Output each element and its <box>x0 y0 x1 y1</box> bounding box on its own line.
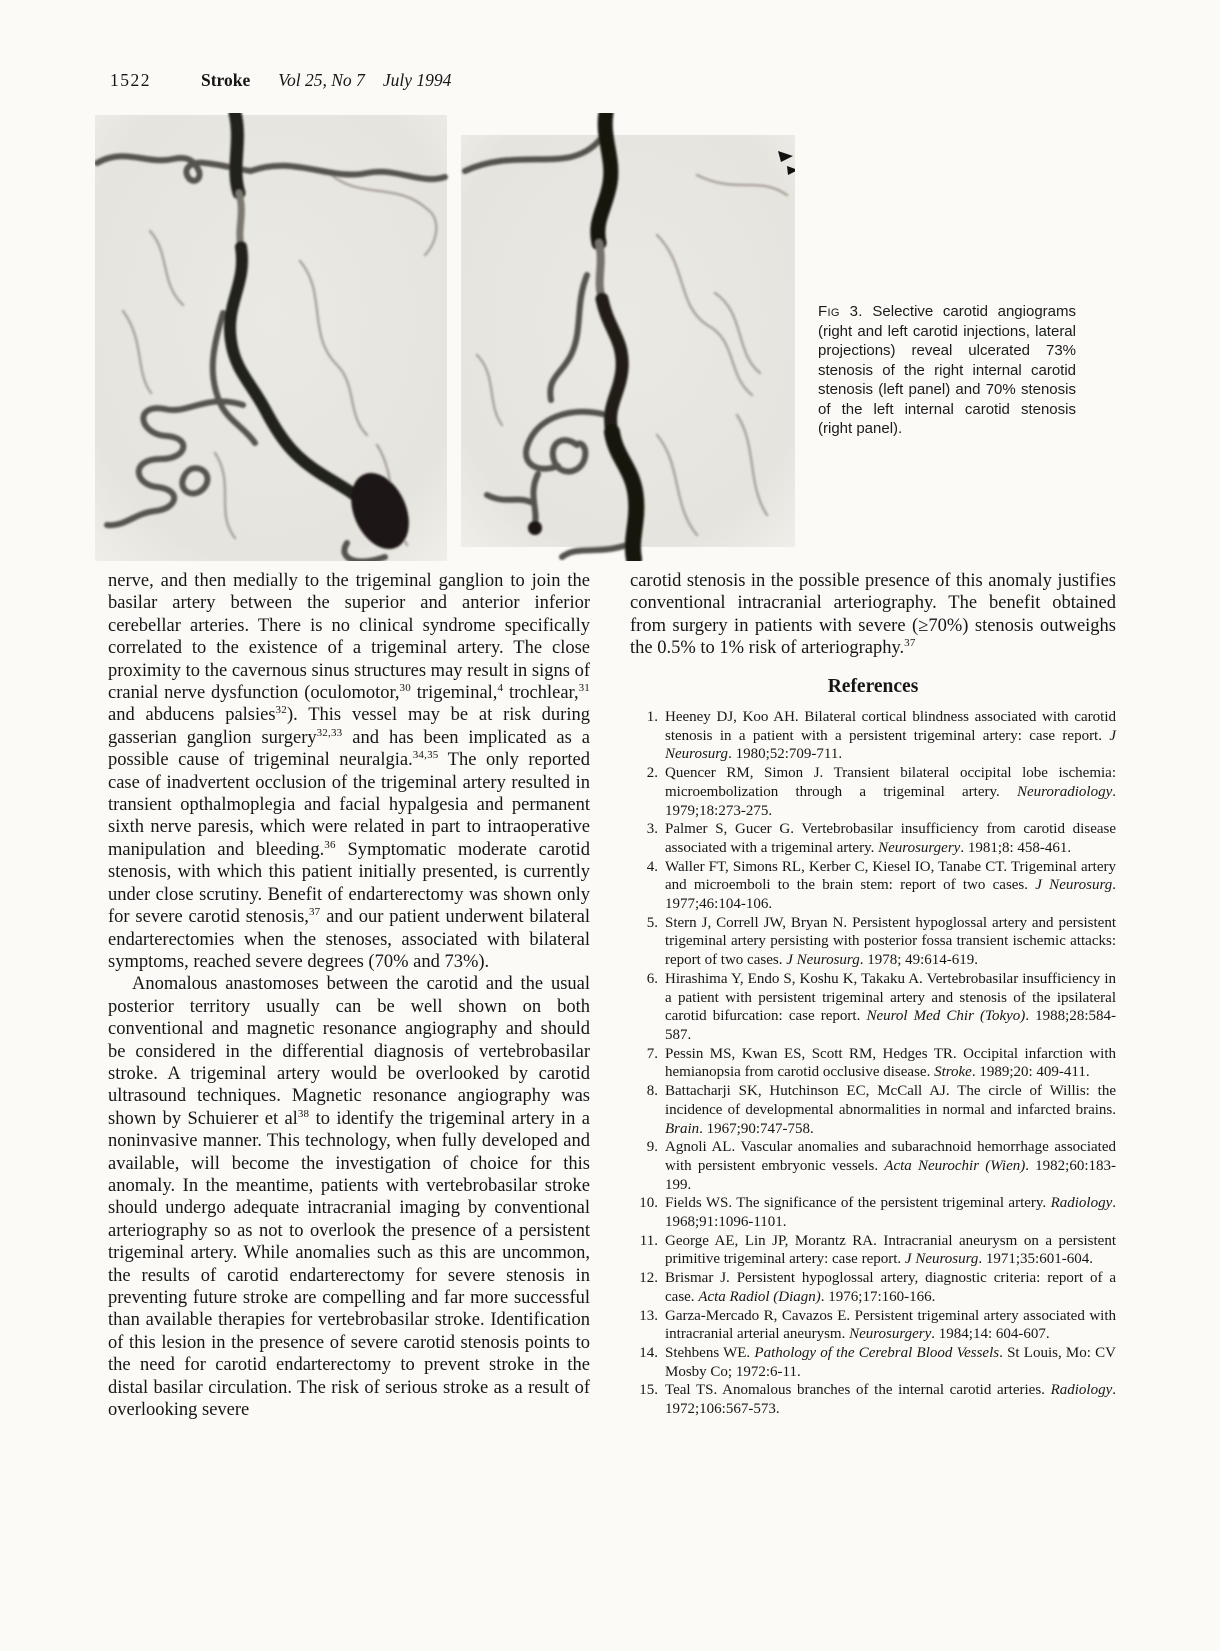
reference-number: 9. <box>646 1139 658 1156</box>
reference-number: 5. <box>646 914 658 931</box>
reference-text: Fields WS. The significance of the persistent trigeminal artery. Radiology. 1968;91:1096-1101. <box>665 1195 1116 1231</box>
reference-item <box>630 858 1116 914</box>
reference-text: Palmer S, Gucer G. Vertebrobasilar insufficiency from carotid disease associated with a trigeminal artery. Neurosurgery. 1981;8: 458-461. <box>665 821 1116 856</box>
figure-3-angiograms <box>95 113 795 561</box>
reference-number: 11. <box>639 1232 658 1249</box>
reference-text: Garza-Mercado R, Cavazos E. Persistent trigeminal artery associated with intracranial arterial aneurysm. Neurosurgery. 1984;14: 604-607. <box>665 1307 1116 1343</box>
volume-info: Vol 25, No 7 <box>278 70 365 90</box>
reference-number: 1. <box>646 709 658 726</box>
figure-caption: Fig 3. Selective carotid angiograms (right and left carotid injections, lateral projections) reveal ulcerated 73% stenosis of the right internal carotid stenosis (left panel) and 70% stenosis of the left internal carotid stenosis (right panel). <box>818 303 1076 437</box>
reference-number: 8. <box>646 1083 658 1100</box>
reference-text: Pessin MS, Kwan ES, Scott RM, Hedges TR. Occipital infarction with hemianopsia from carotid occlusive disease. Stroke. 1989;20: 409-411. <box>665 1045 1116 1081</box>
reference-text: Hirashima Y, Endo S, Koshu K, Takaku A. Vertebrobasilar insufficiency in a patient with persistent trigeminal artery and stenosis of the ipsilateral carotid bifurcation: case report. Neurol Med Chir (Tokyo). 1988;28:584-587. <box>665 970 1116 1043</box>
right-column <box>630 570 1116 1419</box>
reference-text: Teal TS. Anomalous branches of the internal carotid arteries. Radiology. 1972;106:567-573. <box>665 1382 1116 1418</box>
reference-item <box>630 914 1116 970</box>
references-list <box>630 708 1116 1419</box>
reference-item <box>630 764 1116 820</box>
reference-item <box>630 1045 1116 1082</box>
reference-text: Quencer RM, Simon J. Transient bilateral occipital lobe ischemia: microembolization through a trigeminal artery. Neuroradiology. 1979;18:273-275. <box>665 765 1116 819</box>
reference-text: George AE, Lin JP, Morantz RA. Intracranial aneurysm on a persistent primitive trigeminal artery: case report. J Neurosurg. 1971;35:601-604. <box>665 1232 1116 1268</box>
reference-text: Stern J, Correll JW, Bryan N. Persistent hypoglossal artery and persistent trigeminal artery persisting with posterior fossa transient ischemic attacks: report of two cases. J Neurosurg. 1978; 49:614-619. <box>665 914 1116 969</box>
page-number: 1522 <box>110 70 151 90</box>
reference-text: Waller FT, Simons RL, Kerber C, Kiesel IO, Tanabe CT. Trigeminal artery and microemboli to the brain stem: report of two cases. J Neurosurg. 1977;46:104-106. <box>665 858 1116 913</box>
running-head <box>110 70 451 91</box>
reference-number: 4. <box>646 858 658 875</box>
references-heading: References <box>827 675 919 697</box>
reference-number: 10. <box>639 1195 658 1212</box>
issue-date: July 1994 <box>382 70 452 90</box>
reference-number: 15. <box>639 1382 658 1399</box>
reference-item <box>630 1232 1116 1269</box>
reference-text: Agnoli AL. Vascular anomalies and subarachnoid hemorrhage associated with persistent embryonic vessels. Acta Neurochir (Wien). 1982;60:183-199. <box>665 1139 1116 1193</box>
reference-item <box>630 1082 1116 1138</box>
reference-item <box>630 1344 1116 1381</box>
body-paragraph: carotid stenosis in the possible presence of this anomaly justifies conventional intracranial arteriography. The benefit obtained from surgery in patients with severe (≥70%) stenosis outweighs the 0.5% to 1% risk of arteriography.$^{37}$ <box>630 571 1116 659</box>
reference-item <box>630 1269 1116 1306</box>
reference-text: Brismar J. Persistent hypoglossal artery, diagnostic criteria: report of a case. Acta Radiol (Diagn). 1976;17:160-166. <box>665 1270 1116 1305</box>
reference-number: 7. <box>646 1045 658 1062</box>
reference-item <box>630 1307 1116 1344</box>
reference-item <box>630 820 1116 857</box>
reference-text: Heeney DJ, Koo AH. Bilateral cortical blindness associated with carotid stenosis in a patient with a persistent trigeminal artery: case report. J Neurosurg. 1980;52:709-711. <box>665 709 1116 763</box>
reference-text: Battacharji SK, Hutchinson EC, McCall AJ. The circle of Willis: the incidence of developmental abnormalities in normal and infarcted brains. Brain. 1967;90:747-758. <box>665 1083 1116 1137</box>
reference-text: Stehbens WE. Pathology of the Cerebral Blood Vessels. St Louis, Mo: CV Mosby Co; 1972:6-11. <box>665 1344 1116 1380</box>
reference-number: 14. <box>639 1344 658 1361</box>
reference-item <box>630 1381 1116 1418</box>
reference-number: 3. <box>646 821 658 838</box>
angiogram-image <box>95 113 795 561</box>
journal-name: Stroke <box>201 70 251 90</box>
body-paragraph: nerve, and then medially to the trigeminal ganglion to join the basilar artery between the superior and anterior inferior cerebellar arteries. There is no clinical syndrome specifically correlated to the existence of a trigeminal artery. The close proximity to the cavernous sinus structures may result in signs of cranial nerve dysfunction (oculomotor,$^{30}$ trigeminal,$^4$ trochlear,$^{31}$ and abducens palsies$^{32}$). This vessel may be at risk during gasserian ganglion surgery$^{32,33}$ and has been implicated as a possible cause of trigeminal neuralgia.$^{34,35}$ The only reported case of inadvertent occlusion of the trigeminal artery resulted in transient opthalmoplegia and facial hypalgesia and permanent sixth nerve paresis, which were related in part to intraoperative manipulation and bleeding.$^{36}$ Symptomatic moderate carotid stenosis, with which this patient initially presented, is currently under close scrutiny. Benefit of endarterectomy was shown only for severe carotid stenosis,$^{37}$ and our patient underwent bilateral endarterectomies when the stenoses, associated with bilateral symptoms, reached severe degrees (70% and 73%). <box>108 571 590 972</box>
reference-item <box>630 1138 1116 1194</box>
reference-number: 6. <box>646 970 658 987</box>
left-column <box>108 570 590 1421</box>
reference-number: 12. <box>639 1270 658 1287</box>
reference-number: 2. <box>646 765 658 782</box>
body-paragraph: Anomalous anastomoses between the carotid and the usual posterior territory usually can be well shown on both conventional and magnetic resonance angiography and should be considered in the differential diagnosis of vertebrobasilar stroke. A trigeminal artery would be overlooked by carotid ultrasound techniques. Magnetic resonance angiography was shown by Schuierer et $al^{38}$ to identify the trigeminal artery in a noninvasive manner. This technology, when fully developed and available, will become the investigation of choice for this anomaly. In the meantime, patients with vertebrobasilar stroke should undergo adequate intracranial imaging by conventional arteriography so as not to overlook the presence of a persistent trigeminal artery. While anomalies such as this are uncommon, the results of carotid endarterectomy for severe stenosis in preventing future stroke are compelling and far more successful than available therapies for vertebrobasilar stroke. Identification of this lesion in the presence of severe carotid stenosis points to the need for carotid endarterectomy to prevent stroke in the distal basilar circulation. The risk of serious stroke as a result of overlooking severe <box>108 974 590 1421</box>
reference-item <box>630 970 1116 1045</box>
reference-number: 13. <box>639 1307 658 1324</box>
reference-item <box>630 1194 1116 1231</box>
reference-item <box>630 708 1116 764</box>
